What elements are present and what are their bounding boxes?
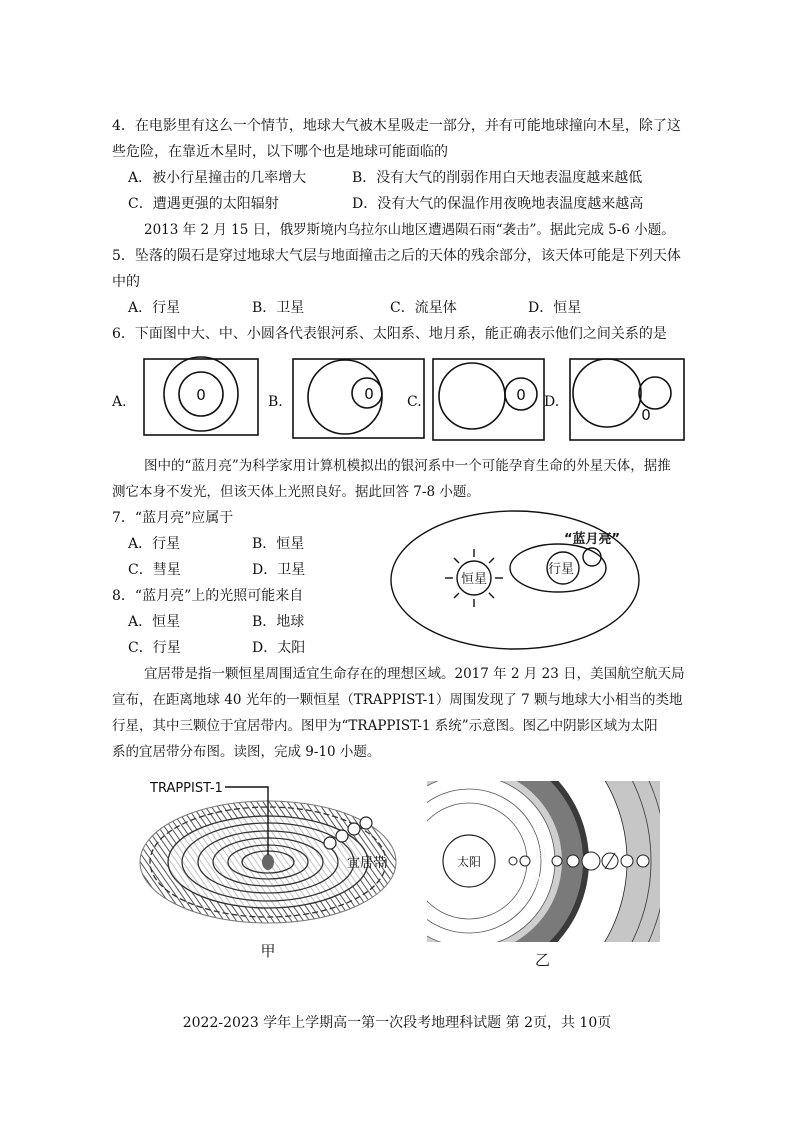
q5-option-c: C．流星体 <box>390 300 457 316</box>
q4-option-a: A．被小行星撞击的几率增大 <box>128 170 307 186</box>
q6-label-b: B. <box>268 394 283 410</box>
q7-stem: 7．“蓝月亮”应属于 <box>112 510 234 526</box>
habitable-zone-label: 宜居带 <box>347 856 387 871</box>
intro-9-10-line3: 行星，其中三颗位于宜居带内。图甲为“TRAPPIST-1 系统”示意图。图乙中阴影区域为太阳 <box>112 718 658 734</box>
q4-option-d: D．没有大气的保温作用夜晚地表温度越来越高 <box>352 196 644 212</box>
q5-option-d: D．恒星 <box>528 300 582 316</box>
q8-option-c: C．行星 <box>128 640 181 656</box>
q6-b-small-circle: 0 <box>364 385 374 403</box>
intro-9-10-line4: 系的宜居带分布图。读图，完成 9-10 小题。 <box>112 744 381 760</box>
q6-c-small-circle: 0 <box>516 386 526 404</box>
q8-option-a: A．恒星 <box>128 614 181 630</box>
zone-label-3: 带 <box>532 876 546 890</box>
q6-label-d: D. <box>544 394 560 410</box>
q7-option-d: D．卫星 <box>252 562 306 578</box>
trappist-label: TRAPPIST-1 <box>150 781 223 796</box>
q6-a-small-circle: 0 <box>196 386 206 404</box>
trappist-star <box>262 854 274 870</box>
intro-7-8-line1: 图中的“蓝月亮”为科学家用计算机模拟出的银河系中一个可能孕育生命的外星天体，据推 <box>144 458 671 474</box>
blue-moon-label: “蓝月亮” <box>563 532 621 547</box>
intro-5-6: 2013 年 2 月 15 日，俄罗斯境内乌拉尔山地区遭遇陨石雨“袭击”。据此完成 5-6 小题。 <box>144 222 675 238</box>
planet-label: 行星 <box>547 562 575 577</box>
q8-stem: 8．“蓝月亮”上的光照可能来自 <box>112 588 304 604</box>
intro-9-10-line2: 宣布，在距离地球 40 光年的一颗恒星（TRAPPIST-1）周围发现了 7 颗与地球大小相当的类地 <box>112 692 683 708</box>
q8-option-d: D．太阳 <box>252 640 306 656</box>
q4-stem-line1: 4．在电影里有这么一个情节，地球大气被木星吸走一部分，并有可能地球撞向木星，除了这 <box>112 118 681 134</box>
intro-7-8-line2: 测它本身不发光，但该天体上光照良好。据此回答 7-8 小题。 <box>112 484 480 500</box>
q6-label-c: C. <box>407 394 422 410</box>
zone-label-2: 居 <box>534 847 548 861</box>
q4-option-c: C．遭遇更强的太阳辐射 <box>128 196 279 212</box>
q5-option-a: A．行星 <box>128 300 181 316</box>
q6-d-small-circle: 0 <box>641 406 651 424</box>
q5-option-b: B．卫星 <box>252 300 305 316</box>
q4-option-b: B．没有大气的削弱作用白天地表温度越来越低 <box>352 170 643 186</box>
q4-stem-line2: 些危险，在靠近木星时，以下哪个也是地球可能面临的 <box>112 144 448 160</box>
q5-stem-line2: 中的 <box>112 274 140 290</box>
solar-habitable-zone-diagram <box>427 781 660 942</box>
q7-option-c: C．彗星 <box>128 562 181 578</box>
q7-option-b: B．恒星 <box>252 536 305 552</box>
q5-stem-line1: 5．坠落的陨石是穿过地球大气层与地面撞击之后的天体的残余部分，该天体可能是下列天体 <box>112 248 681 264</box>
figure-jia-caption: 甲 <box>260 942 276 960</box>
sun-label: 太阳 <box>456 855 482 869</box>
figure-yi-caption: 乙 <box>535 951 551 969</box>
q6-label-a: A. <box>112 394 127 410</box>
star-label: 恒星 <box>460 572 488 587</box>
q8-option-b: B．地球 <box>252 614 305 630</box>
q7-option-a: A．行星 <box>128 536 181 552</box>
q6-stem: 6．下面图中大、中、小圆各代表银河系、太阳系、地月系，能正确表示他们之间关系的是 <box>112 326 667 342</box>
zone-label-1: 宜 <box>532 818 546 832</box>
intro-9-10-line1: 宜居带是指一颗恒星周围适宜生命存在的理想区域。2017 年 2 月 23 日，美国航空航天局 <box>144 666 685 682</box>
page-footer: 2022-2023 学年上学期高一第一次段考地理科试题 第 2页，共 10页 <box>182 1015 612 1031</box>
